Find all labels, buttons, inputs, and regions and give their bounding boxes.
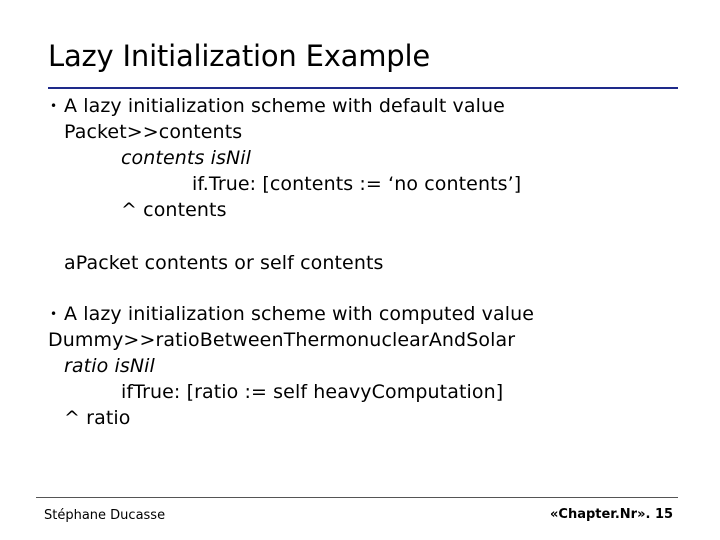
code-return: ^ ratio	[64, 407, 131, 429]
code-method-signature: Packet>>contents	[64, 121, 243, 143]
bullet-heading-computed-value: A lazy initialization scheme with computed value	[64, 303, 535, 325]
code-condition: ratio isNil	[64, 355, 155, 377]
footer-author: Stéphane Ducasse	[44, 508, 166, 523]
footer-divider	[36, 497, 678, 498]
slide-title: Lazy Initialization Example	[48, 39, 431, 73]
code-iftrue-branch: ifTrue: [ratio := self heavyComputation]	[121, 381, 504, 403]
bullet-heading-default-value: A lazy initialization scheme with default value	[64, 95, 505, 117]
title-underline	[48, 87, 678, 89]
bullet-icon: •	[50, 99, 58, 113]
code-condition: contents isNil	[121, 147, 252, 169]
usage-example: aPacket contents or self contents	[64, 252, 384, 274]
code-iftrue-branch: if.True: [contents := ‘no contents’]	[192, 173, 522, 195]
footer-page-number: «Chapter.Nr». 15	[550, 507, 674, 522]
bullet-icon: •	[50, 307, 58, 321]
code-return: ^ contents	[121, 199, 227, 221]
code-method-signature: Dummy>>ratioBetweenThermonuclearAndSolar	[48, 329, 516, 351]
